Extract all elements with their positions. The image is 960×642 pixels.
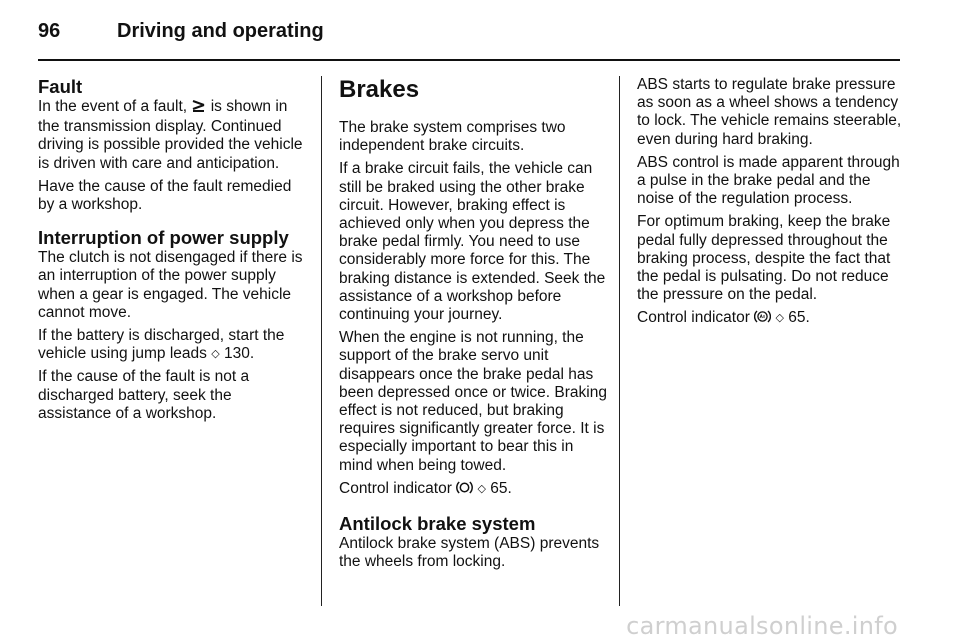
brake-warning-icon (456, 480, 473, 500)
column-middle (339, 76, 607, 576)
brake-servo-paragraph: When the engine is not running, the support of the brake servo unit disappears once the brake pedal has been depressed once or twice. Braking effect is not reduced, but braking requires significantly greater force. It is especially important to bear this in mind when being towed. (339, 329, 607, 474)
page-reference-link[interactable]: 130. (223, 345, 255, 363)
abs-indicator-paragraph (637, 309, 905, 329)
brakes-heading: Brakes (339, 76, 420, 103)
abs-warning-icon (754, 309, 771, 329)
fault-remedy-paragraph: Have the cause of the fault remedied by a workshop. (38, 177, 292, 214)
brake-indicator-text: Control indicator (339, 479, 452, 497)
transmission-fault-icon (191, 99, 206, 118)
abs-intro-paragraph: Antilock brake system (ABS) prevents the wheels from locking. (339, 535, 600, 571)
column-left (38, 76, 306, 428)
column-divider (619, 76, 620, 606)
abs-regulation-paragraph: ABS starts to regulate brake pressure as soon as a wheel shows a tendency to lock. The vehicle remains steerable, even during hard braking. (637, 76, 902, 148)
abs-indicator-text: Control indicator (637, 309, 750, 327)
abs-control-paragraph: ABS control is made apparent through a pulse in the brake pedal and the noise of the regulation process. (637, 153, 900, 208)
power-supply-heading: Interruption of power supply (38, 227, 289, 249)
fault-heading: Fault (38, 76, 83, 97)
brake-circuit-paragraph: If a brake circuit fails, the vehicle can still be braked using the other brake circuit. However, braking effect is achieved only when you depress the brake pedal firmly. You need to use considerably more force for this. The braking distance is extended. Seek the assistance of a workshop before continuing your journey. (339, 160, 606, 324)
page-reference-arrow-icon: ◇ (775, 312, 784, 325)
header-rule (38, 59, 900, 61)
brakes-paragraph: The brake system comprises two independent brake circuits. (339, 119, 566, 155)
column-right (637, 76, 905, 335)
column-divider (321, 76, 322, 606)
page-reference-link[interactable]: 65. (490, 479, 512, 497)
workshop-paragraph: If the cause of the fault is not a discharged battery, seek the assistance of a workshop. (38, 368, 250, 422)
page-number: 96 (38, 20, 61, 42)
page-reference-arrow-icon: ◇ (211, 348, 220, 361)
optimum-braking-paragraph: For optimum braking, keep the brake pedal fully depressed throughout the braking process, despite the fact that the pedal is pulsating. Do not reduce the pressure on the pedal. (637, 213, 891, 304)
fault-text-pre: In the event of a fault, (38, 98, 188, 115)
page-reference-arrow-icon: ◇ (477, 482, 486, 495)
brake-indicator-paragraph (339, 480, 607, 500)
abs-heading: Antilock brake system (339, 513, 536, 535)
watermark: carmanualsonline.info (626, 612, 898, 640)
fault-paragraph (38, 98, 306, 173)
jump-leads-paragraph (38, 327, 306, 363)
fault-text-post: is shown in the transmission display. Continued driving is possible provided the vehicle is driven with care and anticipation. (38, 98, 303, 172)
section-title: Driving and operating (117, 20, 324, 42)
power-paragraph: The clutch is not disengaged if there is an interruption of the power supply when a gear is engaged. The vehicle cannot move. (38, 249, 303, 321)
page-reference-link[interactable]: 65. (788, 309, 810, 327)
jump-leads-text: If the battery is discharged, start the vehicle using jump leads (38, 327, 285, 363)
